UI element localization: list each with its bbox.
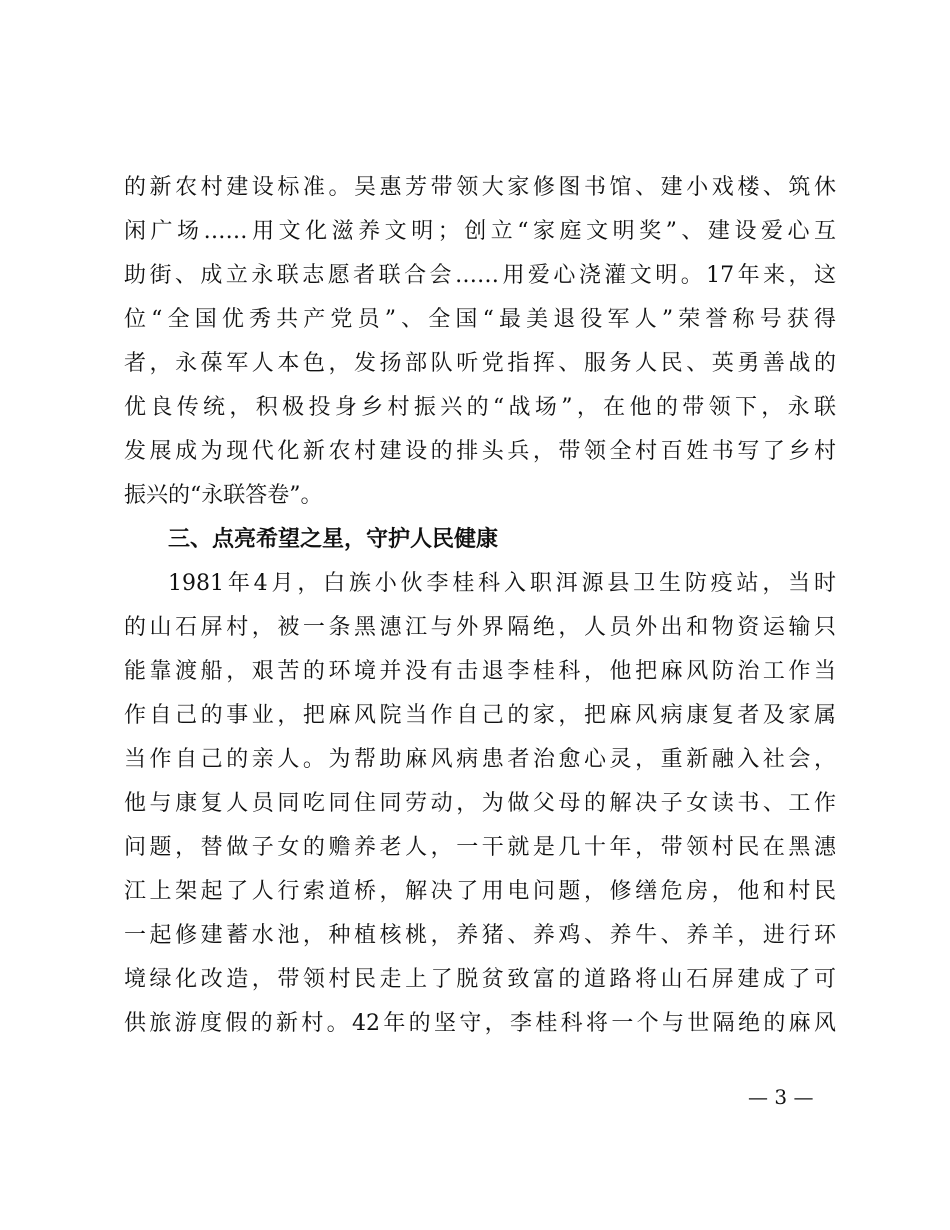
- paragraph-line: 一起修建蓄水池，种植核桃，养猪、养鸡、养牛、养羊，进行环: [124, 923, 836, 948]
- paragraph-line: 境绿化改造，带领村民走上了脱贫致富的道路将山石屏建成了可: [124, 967, 836, 992]
- paragraph-line: 的山石屏村，被一条黑潓江与外界隔绝，人员外出和物资运输只: [124, 615, 836, 640]
- paragraph-line: 他与康复人员同吃同住同劳动，为做父母的解决子女读书、工作: [124, 791, 836, 816]
- paragraph-line: 闲广场……用文化滋养文明；创立“家庭文明奖”、建设爱心互: [124, 219, 836, 244]
- paragraph-line: 供旅游度假的新村。42年的坚守，李桂科将一个与世隔绝的麻风: [124, 1011, 836, 1036]
- paragraph-line: 1981年4月，白族小伙李桂科入职洱源县卫生防疫站，当时: [168, 571, 836, 596]
- paragraph-line: 者，永葆军人本色，发扬部队听党指挥、服务人民、英勇善战的: [124, 351, 836, 376]
- paragraph-line: 助街、成立永联志愿者联合会……用爱心浇灌文明。17年来，这: [124, 263, 836, 288]
- paragraph-line: 问题，替做子女的赡养老人，一干就是几十年，带领村民在黑潓: [124, 835, 836, 860]
- paragraph-line: 江上架起了人行索道桥，解决了用电问题，修缮危房，他和村民: [124, 879, 836, 904]
- paragraph-line: 当作自己的亲人。为帮助麻风病患者治愈心灵，重新融入社会，: [124, 747, 836, 772]
- paragraph-line: 位“全国优秀共产党员”、全国“最美退役军人”荣誉称号获得: [124, 307, 836, 332]
- paragraph-line: 能靠渡船，艰苦的环境并没有击退李桂科，他把麻风防治工作当: [124, 659, 836, 684]
- paragraph-line: 作自己的事业，把麻风院当作自己的家，把麻风病康复者及家属: [124, 703, 836, 728]
- paragraph-line: 发展成为现代化新农村建设的排头兵，带领全村百姓书写了乡村: [124, 439, 836, 464]
- paragraph-line: 的新农村建设标准。吴惠芳带领大家修图书馆、建小戏楼、筑休: [124, 175, 836, 200]
- paragraph-line: 振兴的“永联答卷”。: [124, 483, 323, 508]
- page-number: — 3 —: [748, 1085, 814, 1109]
- paragraph-line: 优良传统，积极投身乡村振兴的“战场”，在他的带领下，永联: [124, 395, 836, 420]
- body-text: [124, 166, 836, 1046]
- section-heading: 三、点亮希望之星，守护人民健康: [168, 527, 499, 552]
